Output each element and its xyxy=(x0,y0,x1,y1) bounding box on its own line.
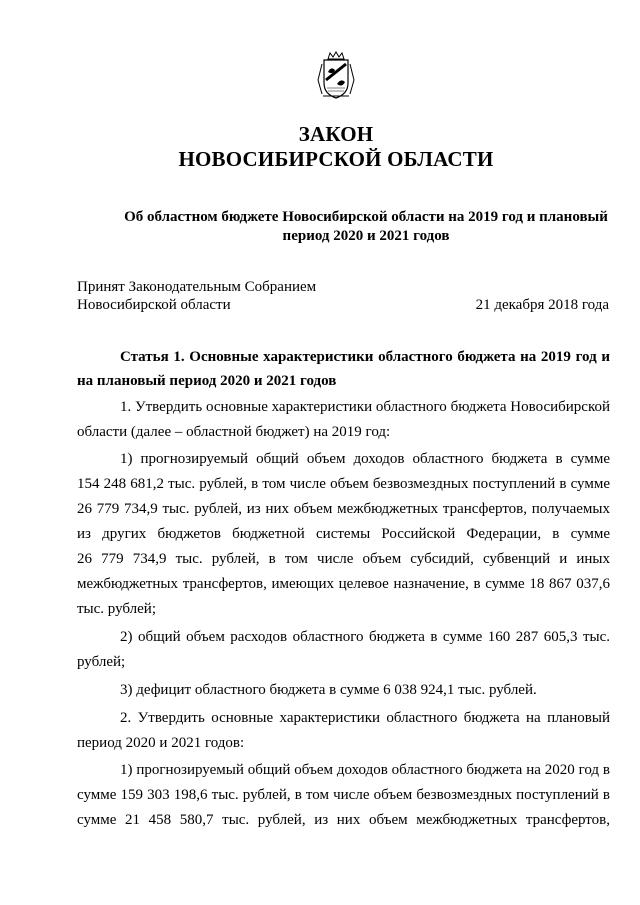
body-text-line: из других бюджетов бюджетной системы Российской Федерации, в сумме xyxy=(77,526,610,542)
region-title: НОВОСИБИРСКОЙ ОБЛАСТИ xyxy=(178,147,494,171)
adoption-date: 21 декабря 2018 года xyxy=(475,297,609,313)
body-text-line: тыс. рублей; xyxy=(77,601,156,617)
body-text-line: 1) прогнозируемый общий объем доходов областного бюджета в сумме xyxy=(120,451,610,467)
body-text-line: период 2020 и 2021 годов: xyxy=(77,735,245,751)
body-text-line: 3) дефицит областного бюджета в сумме 6 038 924,1 тыс. рублей. xyxy=(120,682,537,698)
coat-of-arms-emblem-icon xyxy=(315,50,357,100)
body-text-line: 154 248 681,2 тыс. рублей, в том числе объем безвозмездных поступлений в сумме xyxy=(77,476,610,492)
law-subject-line: период 2020 и 2021 годов xyxy=(282,228,450,244)
article-heading-line: Статья 1. Основные характеристики областного бюджета на 2019 год и xyxy=(120,349,610,365)
adoption-body-line: Новосибирской области xyxy=(77,297,231,313)
body-text-line: 2. Утвердить основные характеристики областного бюджета на плановый xyxy=(120,710,610,726)
adoption-body-line: Принят Законодательным Собранием xyxy=(77,279,317,295)
body-text-line: 1) прогнозируемый общий объем доходов областного бюджета на 2020 год в xyxy=(120,762,610,778)
law-subject-line: Об областном бюджете Новосибирской области на 2019 год и плановый xyxy=(124,209,608,225)
law-type-title: ЗАКОН xyxy=(298,122,374,146)
body-text-line: межбюджетных трансфертов, имеющих целевое назначение, в сумме 18 867 037,6 xyxy=(77,576,610,592)
body-text-line: сумме 159 303 198,6 тыс. рублей, в том числе объем безвозмездных поступлений в xyxy=(77,787,610,803)
body-text-line: рублей; xyxy=(77,654,126,670)
body-text-line: 1. Утвердить основные характеристики областного бюджета Новосибирской xyxy=(120,399,610,415)
body-text-line: сумме 21 458 580,7 тыс. рублей, из них объем межбюджетных трансфертов, xyxy=(77,812,610,828)
body-text-line: области (далее – областной бюджет) на 2019 год: xyxy=(77,424,391,440)
body-text-line: 26 779 734,9 тыс. рублей, из них объем межбюджетных трансфертов, получаемых xyxy=(77,501,610,517)
body-text-line: 2) общий объем расходов областного бюджета в сумме 160 287 605,3 тыс. xyxy=(120,629,610,645)
article-heading-line: на плановый период 2020 и 2021 годов xyxy=(77,373,337,389)
body-text-line: 26 779 734,9 тыс. рублей, в том числе объем субсидий, субвенций и иных xyxy=(77,551,610,567)
